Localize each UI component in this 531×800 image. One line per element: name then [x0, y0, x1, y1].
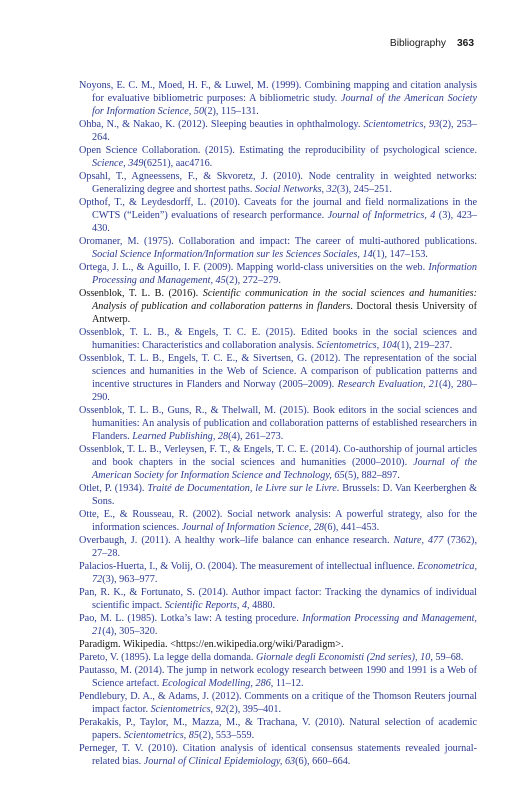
reference-entry[interactable] — [79, 79, 477, 118]
reference-text: (7362), 27–28. — [92, 535, 478, 559]
reference-entry[interactable] — [79, 508, 477, 534]
reference-source-title: Social Science Information/Information sur les Sciences Sociales, 14 — [92, 249, 373, 260]
reference-text: Ohba, N., & Nakao, K. (2012). Sleeping beauties in ophthalmology. — [79, 119, 364, 130]
reference-text: Perakakis, P., Taylor, M., Mazza, M., & Trachana, V. (2010). Natural selection of academic papers. — [79, 717, 477, 741]
page-number: 363 — [457, 38, 474, 49]
reference-text: Pao, M. L. (1985). Lotka’s law: A testing procedure. — [79, 613, 303, 624]
reference-text: (2), 553–559. — [198, 730, 255, 741]
reference-text: Oromaner, M. (1975). Collaboration and impact: The career of multi-authored publications. — [79, 236, 477, 247]
reference-text: (3), 423–430. — [92, 210, 477, 234]
reference-source-title: Information Processing and Management, 45 — [92, 262, 477, 286]
reference-source-title: Econometrica, 72 — [92, 561, 477, 585]
reference-text: (4), 261–273. — [228, 431, 284, 442]
reference-text: Ortega, J. L., & Aguillo, I. F. (2009). Mapping world-class universities on the web. — [79, 262, 429, 273]
reference-source-title: Journal of the American Society for Information Science and Technology, 65 — [92, 457, 477, 481]
reference-text: Pautasso, M. (2014). The jump in network ecology research between 1990 and 1991 is a Web of Science artefact. — [79, 665, 477, 689]
reference-text: Ossenblok, T. L. B., Engels, T. C. E., & Sivertsen, G. (2012). The representation of the social sciences and humanities in the Web of Science. A comparison of publication patterns and incentive structures in Flanders and Norway (2005–2009). — [79, 353, 477, 390]
reference-text: Pareto, V. (1895). La legge della domanda. — [79, 652, 257, 663]
reference-entry[interactable] — [79, 612, 477, 638]
reference-entry[interactable] — [79, 352, 477, 404]
reference-source-title: Ecological Modelling, 286 — [161, 678, 271, 689]
reference-text: Opthof, T., & Leydesdorff, L. (2010). Caveats for the journal and field normalizations in the CWTS (“Leiden”) evaluations of research performance. — [79, 197, 477, 221]
reference-text: Ossenblok, T. L. B., & Engels, T. C. E. (2015). Edited books in the social sciences and humanities: Characteristics and collaboration analysis. — [79, 327, 477, 351]
reference-entry[interactable] — [79, 443, 477, 482]
reference-entry[interactable] — [79, 560, 477, 586]
reference-entry[interactable] — [79, 534, 477, 560]
reference-source-title: Nature, 477 — [393, 535, 444, 546]
reference-text: Otte, E., & Rousseau, R. (2002). Social network analysis: A powerful strategy, also for the information sciences. — [79, 509, 477, 533]
reference-entry[interactable] — [79, 170, 477, 196]
reference-list — [79, 79, 477, 768]
reference-entry[interactable] — [79, 144, 477, 170]
reference-text: Ossenblok, T. L. B., Verleysen, F. T., & Engels, T. C. E. (2014). Co-authorship of journal articles and book chapters in the social sciences and humanities (2000–2010). — [79, 444, 477, 468]
reference-text: (6), 660–664. — [295, 756, 351, 767]
reference-entry[interactable] — [79, 404, 477, 443]
reference-source-title: Scientometrics, 93 — [363, 119, 440, 130]
reference-text: Otlet, P. (1934). — [79, 483, 148, 494]
running-head-title: Bibliography — [389, 38, 446, 49]
running-head — [390, 38, 474, 49]
reference-text: Perneger, T. V. (2010). Citation analysis of identical consensus statements revealed journal-related bias. — [79, 743, 477, 767]
reference-source-title: Giornale degli Economisti (2nd series), 10 — [256, 652, 431, 663]
reference-text: (3), 963–977. — [102, 574, 158, 585]
reference-text: (6), 441–453. — [324, 522, 380, 533]
reference-text: (4), 280–290. — [92, 379, 477, 403]
reference-entry — [79, 287, 477, 326]
reference-text: (1), 147–153. — [372, 249, 428, 260]
reference-source-title: Information Processing and Management, 21 — [92, 613, 477, 637]
reference-entry[interactable] — [79, 742, 477, 768]
reference-source-title: Scientific Reports, 4 — [164, 600, 248, 611]
reference-text: (2), 272–279. — [225, 275, 281, 286]
reference-entry — [79, 638, 477, 651]
reference-source-title: Journal of the American Society for Information Science, 50 — [92, 93, 477, 117]
reference-text: , 59–68. — [430, 652, 464, 663]
reference-text: (2), 253–264. — [92, 119, 477, 143]
reference-source-title: Science, 349 — [92, 158, 144, 169]
reference-source-title: Journal of Informetrics, 4 — [327, 210, 436, 221]
reference-text: Pan, R. K., & Fortunato, S. (2014). Author impact factor: Tracking the dynamics of individual scientific impact. — [79, 587, 477, 611]
reference-text: (4), 305–320. — [102, 626, 158, 637]
reference-source-title: Social Networks, 32 — [254, 184, 337, 195]
reference-text: Ossenblok, T. L. B., Guns, R., & Thelwall, M. (2015). Book editors in the social sciences and humanities: An analysis of publication and collaboration patterns of established researchers in Flanders. — [79, 405, 477, 442]
reference-text: Pendlebury, D. A., & Adams, J. (2012). Comments on a critique of the Thomson Reuters journal impact factor. — [79, 691, 477, 715]
reference-entry[interactable] — [79, 261, 477, 287]
reference-text: (3), 245–251. — [336, 184, 392, 195]
reference-entry[interactable] — [79, 586, 477, 612]
reference-source-title: Scientometrics, 85 — [123, 730, 199, 741]
reference-text: (2), 395–401. — [225, 704, 282, 715]
reference-source-title: Scientific communication in the social sciences and humanities: Analysis of publication and collaboration patterns in flanders — [92, 288, 477, 312]
reference-text: Ossenblok, T. L. B. (2016). — [79, 288, 203, 299]
reference-entry[interactable] — [79, 664, 477, 690]
reference-text: Noyons, E. C. M., Moed, H. F., & Luwel, M. (1999). Combining mapping and citation analysis for evaluative bibliometric purposes: A bibliometric study. — [79, 80, 477, 104]
reference-text: , 4880. — [247, 600, 276, 611]
reference-source-title: Scientometrics, 92 — [150, 704, 226, 715]
reference-source-title: Research Evaluation, 21 — [337, 379, 439, 390]
reference-source-title: Scientometrics, 104 — [316, 340, 397, 351]
reference-text: Paradigm. Wikipedia. <https://en.wikipedia.org/wiki/Paradigm>. — [79, 639, 344, 650]
reference-text: (6251), aac4716. — [143, 158, 213, 169]
reference-text: (1), 219–237. — [397, 340, 453, 351]
reference-text: Open Science Collaboration. (2015). Estimating the reproducibility of psychological science. — [79, 145, 477, 156]
reference-entry[interactable] — [79, 118, 477, 144]
reference-text: (5), 882–897. — [344, 470, 400, 481]
reference-entry[interactable] — [79, 196, 477, 235]
reference-source-title: Journal of Information Science, 28 — [181, 522, 325, 533]
reference-text: Opsahl, T., Agneessens, F., & Skvoretz, J. (2010). Node centrality in weighted networks: Generalizing degree and shortest paths. — [79, 171, 477, 195]
reference-text: . Brussels: D. Van Keerberghen & Sons. — [92, 483, 477, 507]
reference-source-title: Learned Publishing, 28 — [132, 431, 229, 442]
reference-entry[interactable] — [79, 690, 477, 716]
reference-source-title: Traité de Documentation, le Livre sur le Livre — [147, 483, 337, 494]
reference-entry[interactable] — [79, 651, 477, 664]
reference-source-title: Journal of Clinical Epidemiology, 63 — [143, 756, 296, 767]
reference-entry[interactable] — [79, 326, 477, 352]
reference-entry[interactable] — [79, 482, 477, 508]
reference-text: (2), 115–131. — [204, 106, 259, 117]
reference-text: . Doctoral thesis University of Antwerp. — [92, 301, 478, 325]
reference-text: , 11–12. — [270, 678, 304, 689]
reference-entry[interactable] — [79, 716, 477, 742]
reference-text: Palacios-Huerta, I., & Volij, O. (2004). The measurement of intellectual influence. — [79, 561, 418, 572]
reference-text: Overbaugh, J. (2011). A healthy work–life balance can enhance research. — [79, 535, 394, 546]
reference-entry[interactable] — [79, 235, 477, 261]
